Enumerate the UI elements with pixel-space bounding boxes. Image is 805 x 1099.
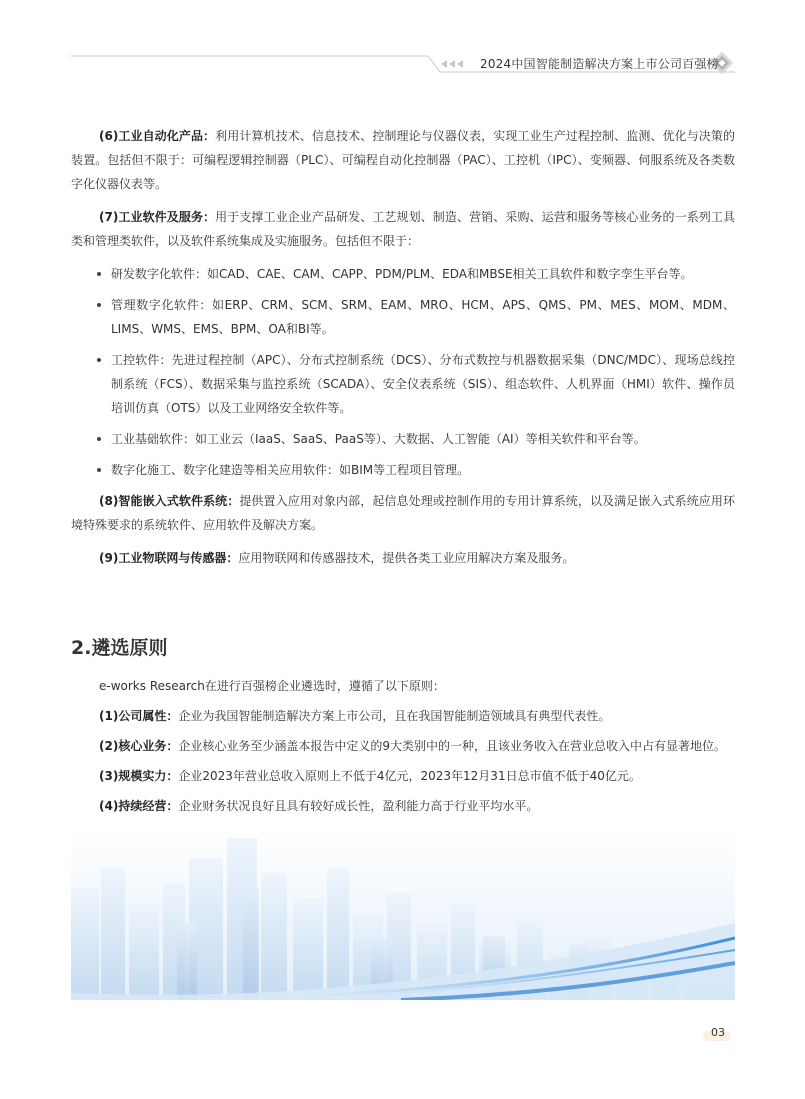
software-list	[71, 262, 735, 482]
header-decoration	[0, 0, 805, 90]
principle-item	[71, 764, 735, 788]
category-label: (8)智能嵌入式软件系统：	[99, 494, 240, 508]
category-label: (7)工业软件及服务：	[99, 210, 216, 224]
principle-item	[71, 734, 735, 758]
principle-item	[71, 794, 735, 818]
principle-text: 企业2023年营业总收入原则上不低于4亿元，2023年12月31日总市值不低于40亿元。	[178, 769, 641, 783]
list-item: 数字化施工、数字化建造等相关应用软件：如BIM等工程项目管理。	[71, 458, 735, 482]
principle-text: 企业财务状况良好且具有较好成长性，盈利能力高于行业平均水平。	[178, 799, 539, 813]
category-label: (9)工业物联网与传感器：	[99, 551, 239, 565]
list-item: 管理数字化软件：如ERP、CRM、SCM、SRM、EAM、MRO、HCM、APS、QMS、PM、MES、MOM、MDM、LIMS、WMS、EMS、BPM、OA和BI等。	[71, 293, 735, 341]
list-item: 工业基础软件：如工业云（IaaS、SaaS、PaaS等）、大数据、人工智能（AI）等相关软件和平台等。	[71, 427, 735, 451]
principle-text: 企业为我国智能制造解决方案上市公司，且在我国智能制造领域具有典型代表性。	[178, 709, 611, 723]
page-number: 03	[711, 1026, 725, 1039]
category-content	[71, 124, 735, 579]
city-skyline-image	[71, 828, 735, 1000]
selection-principles	[71, 674, 735, 824]
principles-intro: e-works Research在进行百强榜企业遴选时，遵循了以下原则：	[99, 679, 445, 693]
list-item: 研发数字化软件：如CAD、CAE、CAM、CAPP、PDM/PLM、EDA和MBSE相关工具软件和数字孪生平台等。	[71, 262, 735, 286]
principle-label: (2)核心业务：	[99, 739, 179, 753]
category-6	[71, 124, 735, 196]
list-item: 工控软件：先进过程控制（APC）、分布式控制系统（DCS）、分布式数控与机器数据采集（DNC/MDC）、现场总线控制系统（FCS）、数据采集与监控系统（SCADA）、安全仪表系统（SIS）、组态软件、人机界面（HMI）软件、操作员培训仿真（OTS）以及工业网络安全软件等。	[71, 348, 735, 420]
category-7	[71, 205, 735, 253]
section-heading: 2.遴选原则	[71, 637, 168, 659]
principle-label: (1)公司属性：	[99, 709, 179, 723]
report-title: 2024中国智能制造解决方案上市公司百强榜	[480, 57, 719, 71]
category-text: 利用计算机技术、信息技术、控制理论与仪器仪表，实现工业生产过程控制、监测、优化与决策的装置。包括但不限于：可编程逻辑控制器（PLC）、可编程自动化控制器（PAC）、工控机（IPC）、变频器、伺服系统及各类数字化仪器仪表等。	[71, 129, 735, 191]
category-text: 提供置入应用对象内部，起信息处理或控制作用的专用计算系统，以及满足嵌入式系统应用环境特殊要求的系统软件、应用软件及解决方案。	[71, 494, 735, 532]
category-text: 用于支撑工业企业产品研发、工艺规划、制造、营销、采购、运营和服务等核心业务的一系列工具类和管理类软件，以及软件系统集成及实施服务。包括但不限于：	[71, 210, 735, 248]
principle-label: (4)持续经营：	[99, 799, 179, 813]
category-label: (6)工业自动化产品：	[99, 129, 216, 143]
principle-label: (3)规模实力：	[99, 769, 179, 783]
principle-item	[71, 704, 735, 728]
category-9	[71, 546, 735, 570]
category-text: 应用物联网和传感器技术，提供各类工业应用解决方案及服务。	[238, 551, 575, 565]
category-8	[71, 489, 735, 537]
arrow-marks-icon	[441, 60, 463, 68]
principle-text: 企业核心业务至少涵盖本报告中定义的9大类别中的一种，且该业务收入在营业总收入中占有显著地位。	[178, 739, 726, 753]
